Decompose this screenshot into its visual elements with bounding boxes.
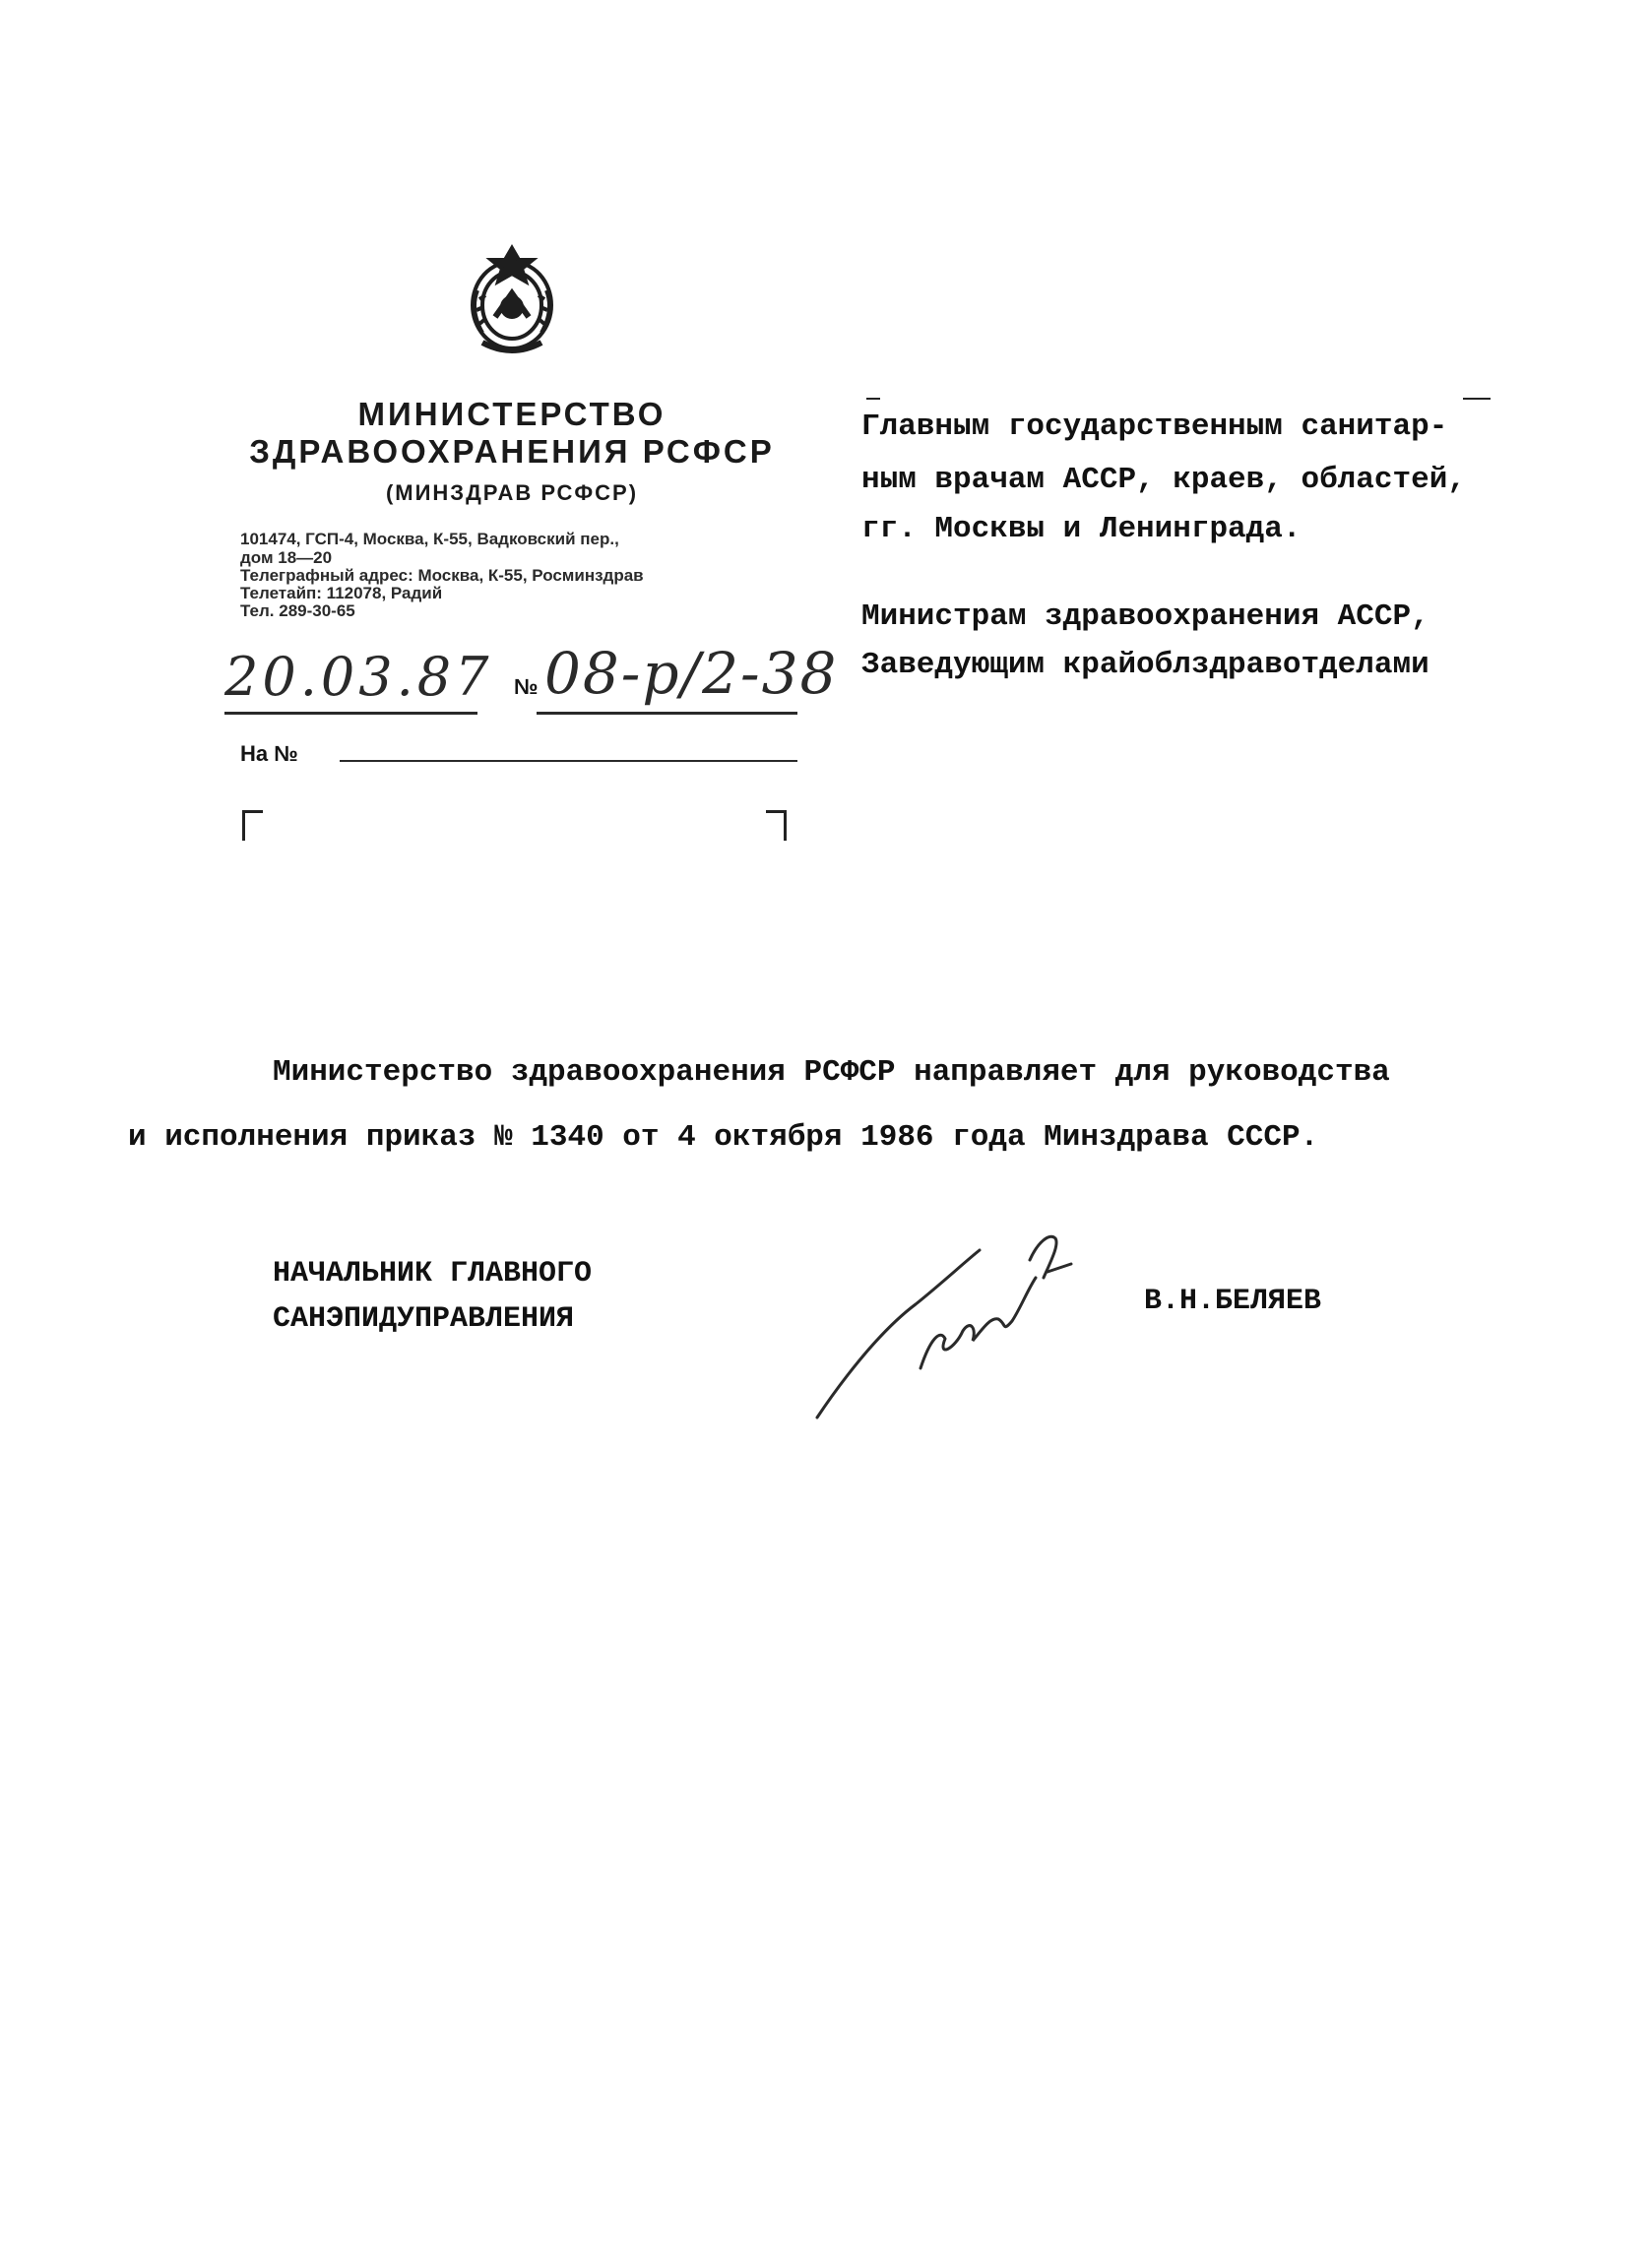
address-corner-mark-left [242, 810, 263, 841]
address-line: дом 18—20 [240, 548, 333, 567]
signatory-title-line-1: НАЧАЛЬНИК ГЛАВНОГО [273, 1257, 593, 1291]
phone-line: Тел. 289-30-65 [240, 601, 355, 620]
number-label: № [514, 674, 539, 699]
handwritten-document-number: 08-р/2-38 [544, 640, 839, 707]
coat-of-arms-emblem-icon [448, 236, 576, 364]
handwritten-signature-icon [807, 1221, 1162, 1427]
org-name-line-1: МИНИСТЕРСТВО [357, 396, 667, 432]
teletype-line: Телетайп: 112078, Радий [240, 584, 443, 602]
body-text-line: Министерство здравоохранения РСФСР направляет для руководства [273, 1055, 1390, 1090]
address-line: 101474, ГСП-4, Москва, К-55, Вадковский пер., [240, 530, 619, 548]
address-corner-mark-right [766, 810, 787, 841]
body-text-line: и исполнения приказ № 1340 от 4 октября 1986 года Минздрава СССР. [128, 1120, 1319, 1155]
handwritten-date: 20.03.87 [224, 646, 493, 708]
recipient-line: ным врачам АССР, краев, областей, [861, 463, 1466, 497]
telegraph-line: Телеграфный адрес: Москва, К-55, Росминздрав [240, 566, 644, 585]
reference-label: На № [240, 741, 298, 766]
date-underline [224, 712, 477, 715]
signatory-title-line-2: САНЭПИДУПРАВЛЕНИЯ [273, 1302, 575, 1336]
recipient-corner-mark-right [1463, 398, 1491, 400]
recipient-line: Заведующим крайоблздравотделами [861, 648, 1429, 682]
recipient-line: гг. Москвы и Ленинграда. [861, 512, 1302, 546]
org-name-line-2: ЗДРАВООХРАНЕНИЯ РСФСР [249, 433, 775, 470]
org-short-name: (МИНЗДРАВ РСФСР) [385, 480, 639, 505]
recipient-line: Министрам здравоохранения АССР, [861, 599, 1429, 634]
recipient-line: Главным государственным санитар- [861, 410, 1448, 444]
reference-underline [340, 760, 797, 762]
recipient-corner-mark-left [866, 398, 880, 400]
signatory-name: В.Н.БЕЛЯЕВ [1144, 1285, 1322, 1318]
number-underline [537, 712, 797, 715]
